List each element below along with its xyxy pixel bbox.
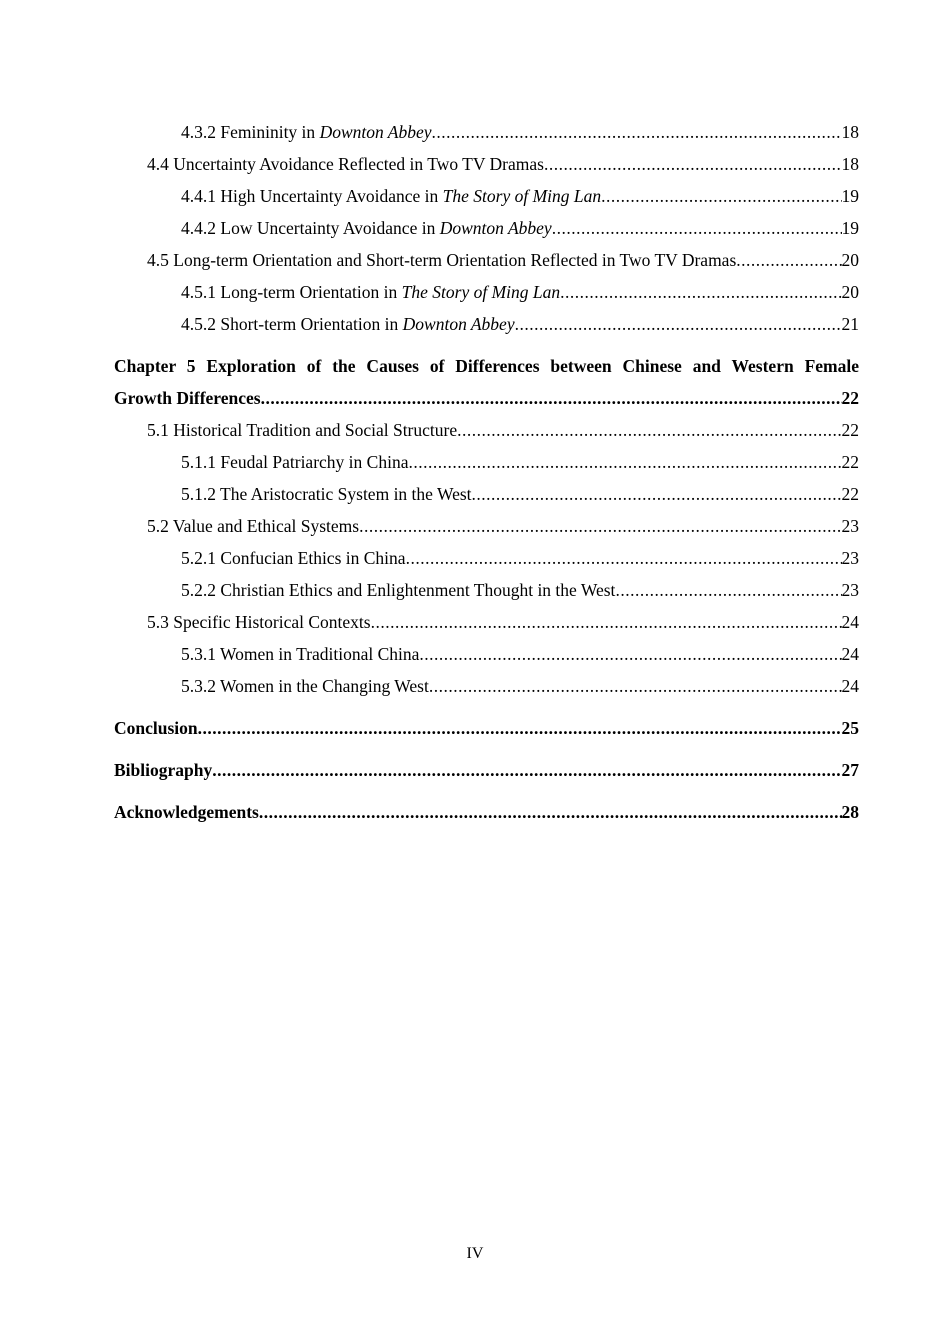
dot-leader: [429, 670, 842, 702]
dot-leader: [419, 638, 841, 670]
page-number: 24: [841, 644, 859, 664]
toc-section-chapter4: [114, 116, 859, 340]
page-number: 20: [841, 250, 859, 270]
toc-entry-title-text: 4.5.1 Long-term Orientation in: [181, 282, 402, 302]
toc-entry-title: [147, 148, 544, 180]
toc-entry-title-text: Bibliography: [114, 760, 213, 780]
dot-leader: [212, 754, 841, 786]
page-number: 24: [841, 676, 859, 696]
dot-leader: [371, 606, 842, 638]
toc-entry[interactable]: [114, 754, 859, 786]
toc-entry[interactable]: [114, 276, 859, 308]
dot-leader: [601, 180, 841, 212]
toc-entry-title-text: 4.4.1 High Uncertainty Avoidance in: [181, 186, 443, 206]
page-number: 19: [841, 218, 859, 238]
toc-entry[interactable]: [114, 446, 859, 478]
toc-entry[interactable]: [114, 308, 859, 340]
toc-entry-title-text: 4.5 Long-term Orientation and Short-term Orientation Reflected in Two TV Dramas: [147, 250, 737, 270]
page-number: 22: [841, 420, 859, 440]
dot-leader: [515, 308, 842, 340]
toc-entry-title: [181, 670, 429, 702]
toc-entry[interactable]: [114, 638, 859, 670]
toc-entry-title: [181, 308, 515, 340]
toc-entry-title: [181, 180, 601, 212]
page-number: 18: [841, 122, 859, 142]
page-number: 18: [841, 154, 859, 174]
toc-entry-title: [181, 212, 552, 244]
toc-entry[interactable]: [114, 478, 859, 510]
page-number: 21: [841, 314, 859, 334]
dot-leader: [457, 414, 841, 446]
dot-leader: [359, 510, 841, 542]
toc-entry-title: [114, 796, 259, 828]
page-number: 23: [841, 548, 859, 568]
dot-leader: [259, 796, 842, 828]
toc-back-matter: [114, 712, 859, 828]
toc-entry[interactable]: [114, 212, 859, 244]
toc-entry[interactable]: [114, 148, 859, 180]
toc-entry-title-text: 5.2 Value and Ethical Systems: [147, 516, 360, 536]
dot-leader: [198, 712, 842, 744]
toc-section-chapter5: [114, 414, 859, 702]
toc-entry[interactable]: [114, 574, 859, 606]
dot-leader: [552, 212, 842, 244]
toc-entry[interactable]: [114, 712, 859, 744]
toc-chapter5-heading[interactable]: [114, 350, 859, 414]
toc-entry-title: [147, 510, 359, 542]
page-number: 19: [841, 186, 859, 206]
page-footer-number: IV: [466, 1245, 484, 1262]
toc-entry-title: [147, 606, 371, 638]
table-of-contents: [114, 116, 859, 828]
toc-entry-title: [181, 116, 432, 148]
toc-entry-drama-title: The Story of Ming Lan: [442, 186, 602, 206]
dot-leader: [432, 116, 842, 148]
toc-entry-title-text: 5.1 Historical Tradition and Social Structure: [147, 420, 458, 440]
toc-entry-title: [181, 276, 560, 308]
toc-entry[interactable]: [114, 606, 859, 638]
toc-entry-title-text: 5.3.2 Women in the Changing West: [181, 676, 429, 696]
page-number: 22: [841, 388, 859, 408]
toc-entry[interactable]: [114, 116, 859, 148]
dot-leader: [736, 244, 841, 276]
page-number: 22: [841, 484, 859, 504]
toc-entry[interactable]: [114, 796, 859, 828]
toc-entry-title: [147, 414, 457, 446]
toc-entry[interactable]: [114, 180, 859, 212]
toc-entry-title-text: 4.4 Uncertainty Avoidance Reflected in Two TV Dramas: [147, 154, 544, 174]
page-number: 25: [841, 718, 859, 738]
toc-entry[interactable]: [114, 510, 859, 542]
page-number: 24: [841, 612, 859, 632]
page-number: 27: [841, 760, 859, 780]
toc-entry-drama-title: The Story of Ming Lan: [401, 282, 561, 302]
page-number: 20: [841, 282, 859, 302]
dot-leader: [615, 574, 841, 606]
toc-entry-title-text: 4.5.2 Short-term Orientation in: [181, 314, 403, 334]
toc-entry[interactable]: [114, 542, 859, 574]
toc-entry-title: [147, 244, 736, 276]
dot-leader: [406, 542, 842, 574]
toc-entry-title-text: 4.4.2 Low Uncertainty Avoidance in: [181, 218, 440, 238]
toc-entry-title: [181, 574, 615, 606]
page-number: 23: [841, 580, 859, 600]
dot-leader: [544, 148, 842, 180]
toc-entry-title-text: Conclusion: [114, 718, 198, 738]
toc-entry-title-text: 5.3 Specific Historical Contexts: [147, 612, 371, 632]
toc-entry-title: [181, 638, 419, 670]
toc-entry-title-text: 4.3.2 Femininity in: [181, 122, 320, 142]
toc-entry-drama-title: Downton Abbey: [439, 218, 552, 238]
toc-entry[interactable]: [114, 414, 859, 446]
toc-entry-drama-title: Downton Abbey: [402, 314, 515, 334]
toc-entry-drama-title: Downton Abbey: [319, 122, 432, 142]
toc-entry-title: [114, 712, 198, 744]
toc-entry-title: [181, 446, 408, 478]
dot-leader: [472, 478, 842, 510]
dot-leader: [261, 382, 842, 414]
toc-entry-title-text: 5.1.2 The Aristocratic System in the West: [181, 484, 472, 504]
dot-leader: [408, 446, 841, 478]
toc-entry-title: [181, 478, 472, 510]
chapter5-title-line2: Growth Differences: [114, 388, 261, 408]
chapter5-title-line1: Chapter 5 Exploration of the Causes of Differences between Chinese and Western Female: [114, 356, 859, 376]
toc-entry[interactable]: [114, 670, 859, 702]
page-number: 22: [841, 452, 859, 472]
toc-entry-title-text: 5.2.2 Christian Ethics and Enlightenment Thought in the West: [181, 580, 616, 600]
page-number: 23: [841, 516, 859, 536]
toc-entry-title-text: 5.3.1 Women in Traditional China: [181, 644, 420, 664]
toc-entry-title: [114, 754, 212, 786]
toc-entry[interactable]: [114, 244, 859, 276]
toc-entry-title-text: 5.1.1 Feudal Patriarchy in China: [181, 452, 409, 472]
chapter5-title-line2-entry: [114, 382, 859, 414]
toc-entry-title-text: Acknowledgements: [114, 802, 259, 822]
toc-entry-title-text: 5.2.1 Confucian Ethics in China: [181, 548, 406, 568]
toc-entry-title: [181, 542, 406, 574]
page-number: 28: [841, 802, 859, 822]
dot-leader: [560, 276, 841, 308]
